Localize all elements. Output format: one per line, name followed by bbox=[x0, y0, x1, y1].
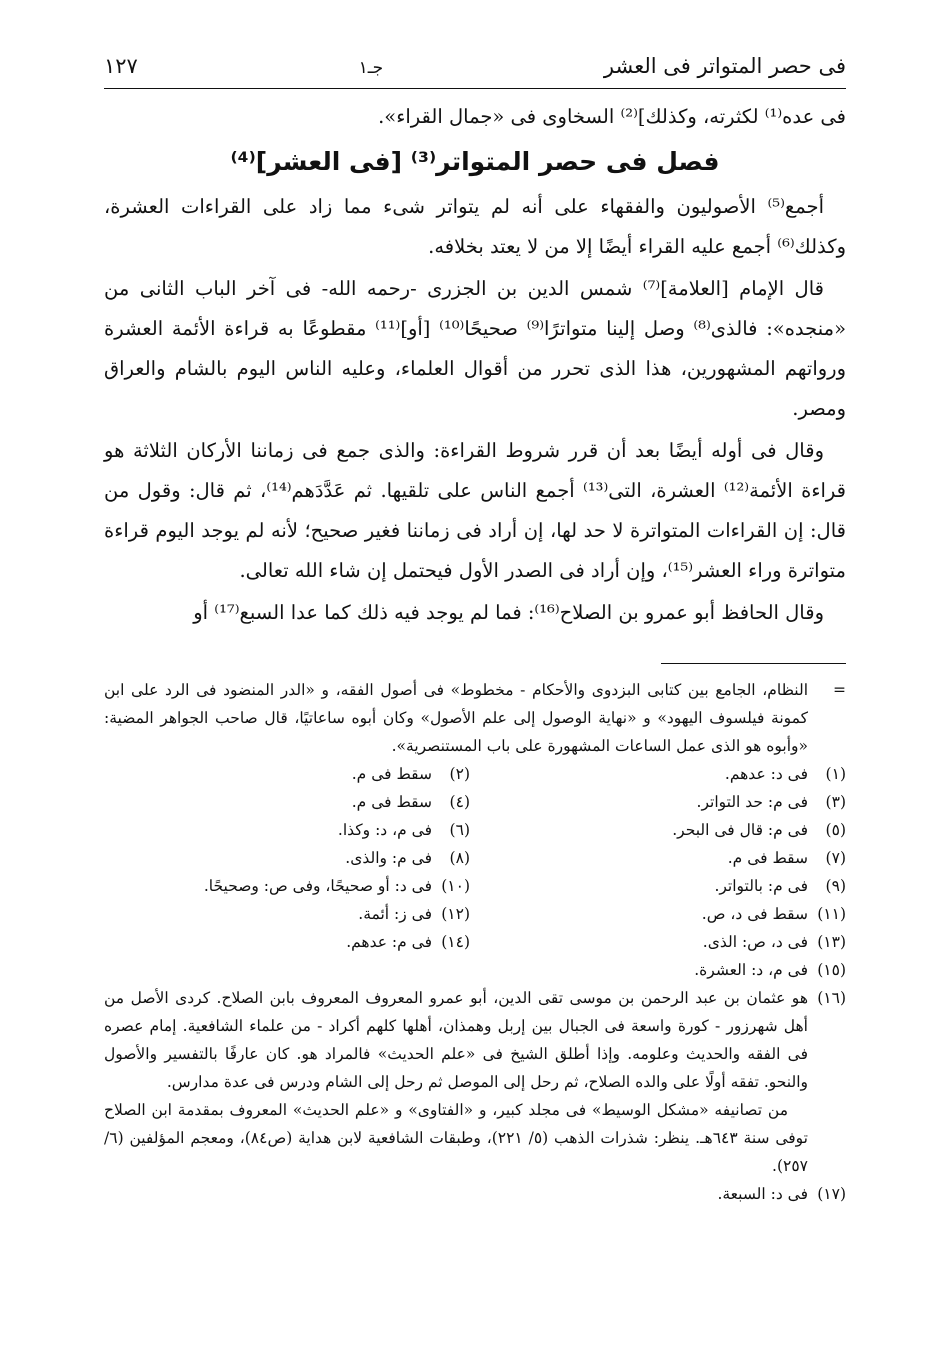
short-footnotes bbox=[104, 760, 846, 984]
footnote bbox=[480, 844, 846, 872]
footnote-text: سقط فى م. bbox=[727, 849, 808, 867]
footnote-number: (١٧) bbox=[817, 1185, 846, 1203]
section-heading: فصل فى حصر المتواتر⁽³⁾ [فى العشر]⁽⁴⁾ bbox=[230, 147, 720, 176]
footnote-number: (٥) bbox=[825, 821, 846, 839]
footnote-text: سقط فى م. bbox=[351, 765, 432, 783]
footnote-text: فى م: قال فى البحر. bbox=[672, 821, 808, 839]
footnote-number: (١٥) bbox=[817, 961, 846, 979]
paragraph: أجمع⁽⁵⁾ الأصوليون والفقهاء على أنه لم يتواتر شىء مما زاد على القراءات العشرة، وكذلك⁽⁶⁾ أجمع عليه القراء أيضًا إلا من لا يعتد بخلافه. bbox=[104, 195, 846, 258]
footnote-number: (٤) bbox=[449, 793, 470, 811]
footnote bbox=[104, 872, 470, 900]
footnote-text: فى د: عدهم. bbox=[724, 765, 808, 783]
running-header bbox=[104, 50, 846, 89]
footnote bbox=[480, 816, 846, 844]
footnote-text: فى د: أو صحيحًا، وفى ص: وصحيحًا. bbox=[203, 877, 432, 895]
footnote-separator bbox=[661, 663, 846, 664]
footnote-number: (١٦) bbox=[817, 989, 846, 1007]
footnote-number: (١٣) bbox=[817, 933, 846, 951]
footnote-16 bbox=[104, 984, 846, 1180]
header-title: فى حصر المتواتر فى العشر bbox=[603, 54, 846, 78]
footnote-text: فى م، د: وكذا. bbox=[337, 821, 432, 839]
page-number: ١٢٧ bbox=[104, 54, 138, 78]
works-paragraph: من تصانيفه «مشكل الوسيط» فى مجلد كبير، و «الفتاوى» و «علم الحديث» المعروف بمقدمة ابن الصلاح توفى سنة ٦٤٣هـ. ينظر: شذرات الذهب (٥/ ٢٢١)، وطبقات الشافعية لابن هداية (ص٨٤)، ومعجم المؤلفين (٦/ ٢٥٧). bbox=[104, 1101, 808, 1175]
footnote bbox=[480, 928, 846, 956]
footnote bbox=[480, 900, 846, 928]
footnote bbox=[104, 788, 470, 816]
footnote bbox=[104, 844, 470, 872]
footnote-text: فى م: حد التواتر. bbox=[696, 793, 808, 811]
footnote-number: (٢) bbox=[449, 765, 470, 783]
continuation-text: النظام، الجامع بين كتابى البزدوى والأحكام - مخطوط» فى أصول الفقه، و «الدر المنضود فى الرد على ابن كمونة فيلسوف اليهود» و «نهاية الوصول إلى علم الأصول» وكان أبوه ساعاتيًا، قال صاحب الجواهر المضية: «وأبوه هو الذى عمل الساعات المشهورة على باب المستنصرية». bbox=[104, 681, 808, 755]
footnote-number: (١) bbox=[825, 765, 846, 783]
footnote-text bbox=[104, 984, 808, 1180]
paragraph: وقال الحافظ أبو عمرو بن الصلاح⁽¹⁶⁾: فما لم يوجد فيه ذلك كما عدا السبع⁽¹⁷⁾ أو bbox=[193, 601, 824, 624]
footnote-text: فى م: عدهم. bbox=[346, 933, 432, 951]
intro-line: فى عده⁽¹⁾ لكثرته، وكذلك]⁽²⁾ السخاوى فى «جمال القراء». bbox=[378, 105, 846, 128]
continuation-mark: = bbox=[833, 681, 846, 699]
footnote-number: (١٢) bbox=[441, 905, 470, 923]
footnote-number: (١١) bbox=[817, 905, 846, 923]
footnote-number: (١٤) bbox=[441, 933, 470, 951]
footnote-text: فى ز: أئمة. bbox=[358, 905, 432, 923]
footnote-text: فى د، ص: الذى. bbox=[702, 933, 808, 951]
biography-paragraph: هو عثمان بن عبد الرحمن بن موسى تقى الدين، أبو عمرو المعروف المعروف بابن الصلاح. كردى الأصل من أهل شهرزور - كورة واسعة فى الجبال بين إربل وهمذان، أهلها كلهم أكراد - من علماء الشافعية. إمام عصره فى الفقه والحديث وعلومه. وإذا أطلق الشيخ فى «علم الحديث» فالمراد هو. كان عارفًا بالتفسير والأصول والنحو. تفقه أولًا على والده الصلاح، ثم رحل إلى الموصل ثم رحل إلى الشام ودرس فى عدة مدارس. bbox=[104, 989, 808, 1091]
footnote bbox=[480, 760, 846, 788]
footnote bbox=[104, 928, 470, 956]
footnote-number: (٩) bbox=[825, 877, 846, 895]
volume-label: جـ١ bbox=[358, 58, 384, 78]
footnote-17 bbox=[104, 1180, 846, 1208]
footnote-text: سقط فى م. bbox=[351, 793, 432, 811]
book-page bbox=[104, 50, 846, 1208]
footnote bbox=[104, 816, 470, 844]
main-text bbox=[104, 97, 846, 633]
footnote-text: فى م، د: العشرة. bbox=[694, 961, 808, 979]
footnote-number: (٦) bbox=[449, 821, 470, 839]
footnote-number: (٨) bbox=[449, 849, 470, 867]
footnote bbox=[480, 788, 846, 816]
footnote-text: سقط فى د، ص. bbox=[701, 905, 808, 923]
paragraph: قال الإمام [العلامة]⁽⁷⁾ شمس الدين بن الجزرى -رحمه الله- فى آخر الباب الثانى من «منجده»: فالذى⁽⁸⁾ وصل إلينا متواترًا⁽⁹⁾ صحيحًا⁽¹⁰⁾ [أو]⁽¹¹⁾ مقطوعًا به قراءة الأئمة العشرة ورواتهم المشهورين، هذا الذى تحرر من أقوال العلماء، وعليه الناس اليوم بالشام والعراق ومصر. bbox=[104, 277, 847, 420]
footnote-text: فى د: السبعة. bbox=[717, 1185, 808, 1203]
footnote-text: فى م: بالتواتر. bbox=[714, 877, 808, 895]
footnote bbox=[480, 872, 846, 900]
footnote-text: فى م: والذى. bbox=[345, 849, 432, 867]
footnote bbox=[480, 956, 846, 984]
footnote-continuation bbox=[104, 676, 846, 760]
footnotes bbox=[104, 676, 846, 1208]
footnote-number: (٧) bbox=[825, 849, 846, 867]
footnote-number: (٣) bbox=[825, 793, 846, 811]
paragraph: وقال فى أوله أيضًا بعد أن قرر شروط القراءة: والذى جمع فى زماننا الأركان الثلاثة هو قراءة الأئمة⁽¹²⁾ العشرة، التى⁽¹³⁾ أجمع الناس على تلقيها. ثم عَدَّدَهم⁽¹⁴⁾، ثم قال: وقول من قال: إن القراءات المتواترة لا حد لها، إن أراد فى زماننا فغير صحيح؛ لأنه لم يوجد اليوم قراءة متواترة وراء العشر⁽¹⁵⁾، وإن أراد فى الصدر الأول فيحتمل إن شاء الله تعالى. bbox=[104, 439, 846, 582]
footnote bbox=[104, 900, 470, 928]
footnote bbox=[104, 760, 470, 788]
footnote-number: (١٠) bbox=[441, 877, 470, 895]
